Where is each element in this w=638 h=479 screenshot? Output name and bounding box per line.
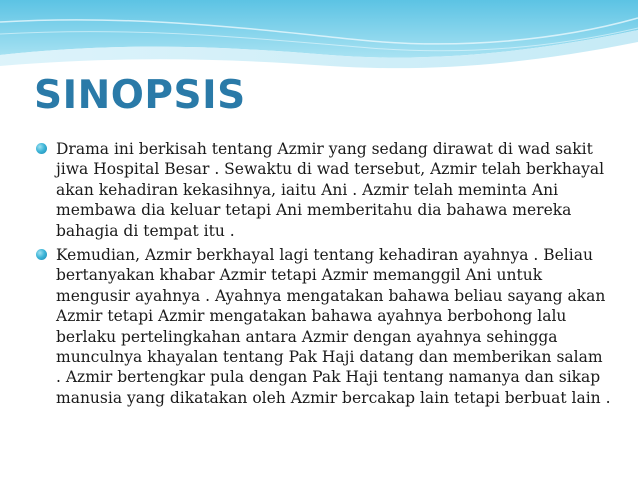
bullet-text: Kemudian, Azmir berkhayal lagi tentang kehadiran ayahnya . Beliau bertanyakan khabar Azmir tetapi Azmir memanggil Ani untuk mengusir ayahnya . Ayahnya mengatakan bahawa beliau sayang akan Azmir tetapi Azmir mengatakan bahawa ayahnya berbohong lalu berlaku pertelingkahan antara Azmir dengan ayahnya sehingga munculnya khayalan tentang Pak Haji datang dan memberikan salam . Azmir bertengkar pula dengan Pak Haji tentang namanya dan sikap manusia yang dikatakan oleh Azmir bercakap lain tetapi berbuat lain . xyxy=(56,246,611,407)
bullet-dot-icon xyxy=(36,143,47,154)
bullet-item xyxy=(32,139,612,241)
bullet-dot-icon xyxy=(36,249,47,260)
bullet-list xyxy=(32,139,612,412)
slide-title: SINOPSIS xyxy=(34,73,246,118)
bullet-text: Drama ini berkisah tentang Azmir yang sedang dirawat di wad sakit jiwa Hospital Besar . Sewaktu di wad tersebut, Azmir telah berkhayal akan kehadiran kekasihnya, iaitu Ani . Azmir telah meminta Ani membawa dia keluar tetapi Ani memberitahu dia bahawa mereka bahagia di tempat itu . xyxy=(56,140,605,240)
bullet-item xyxy=(32,245,612,408)
header-wave-decoration xyxy=(0,0,638,80)
